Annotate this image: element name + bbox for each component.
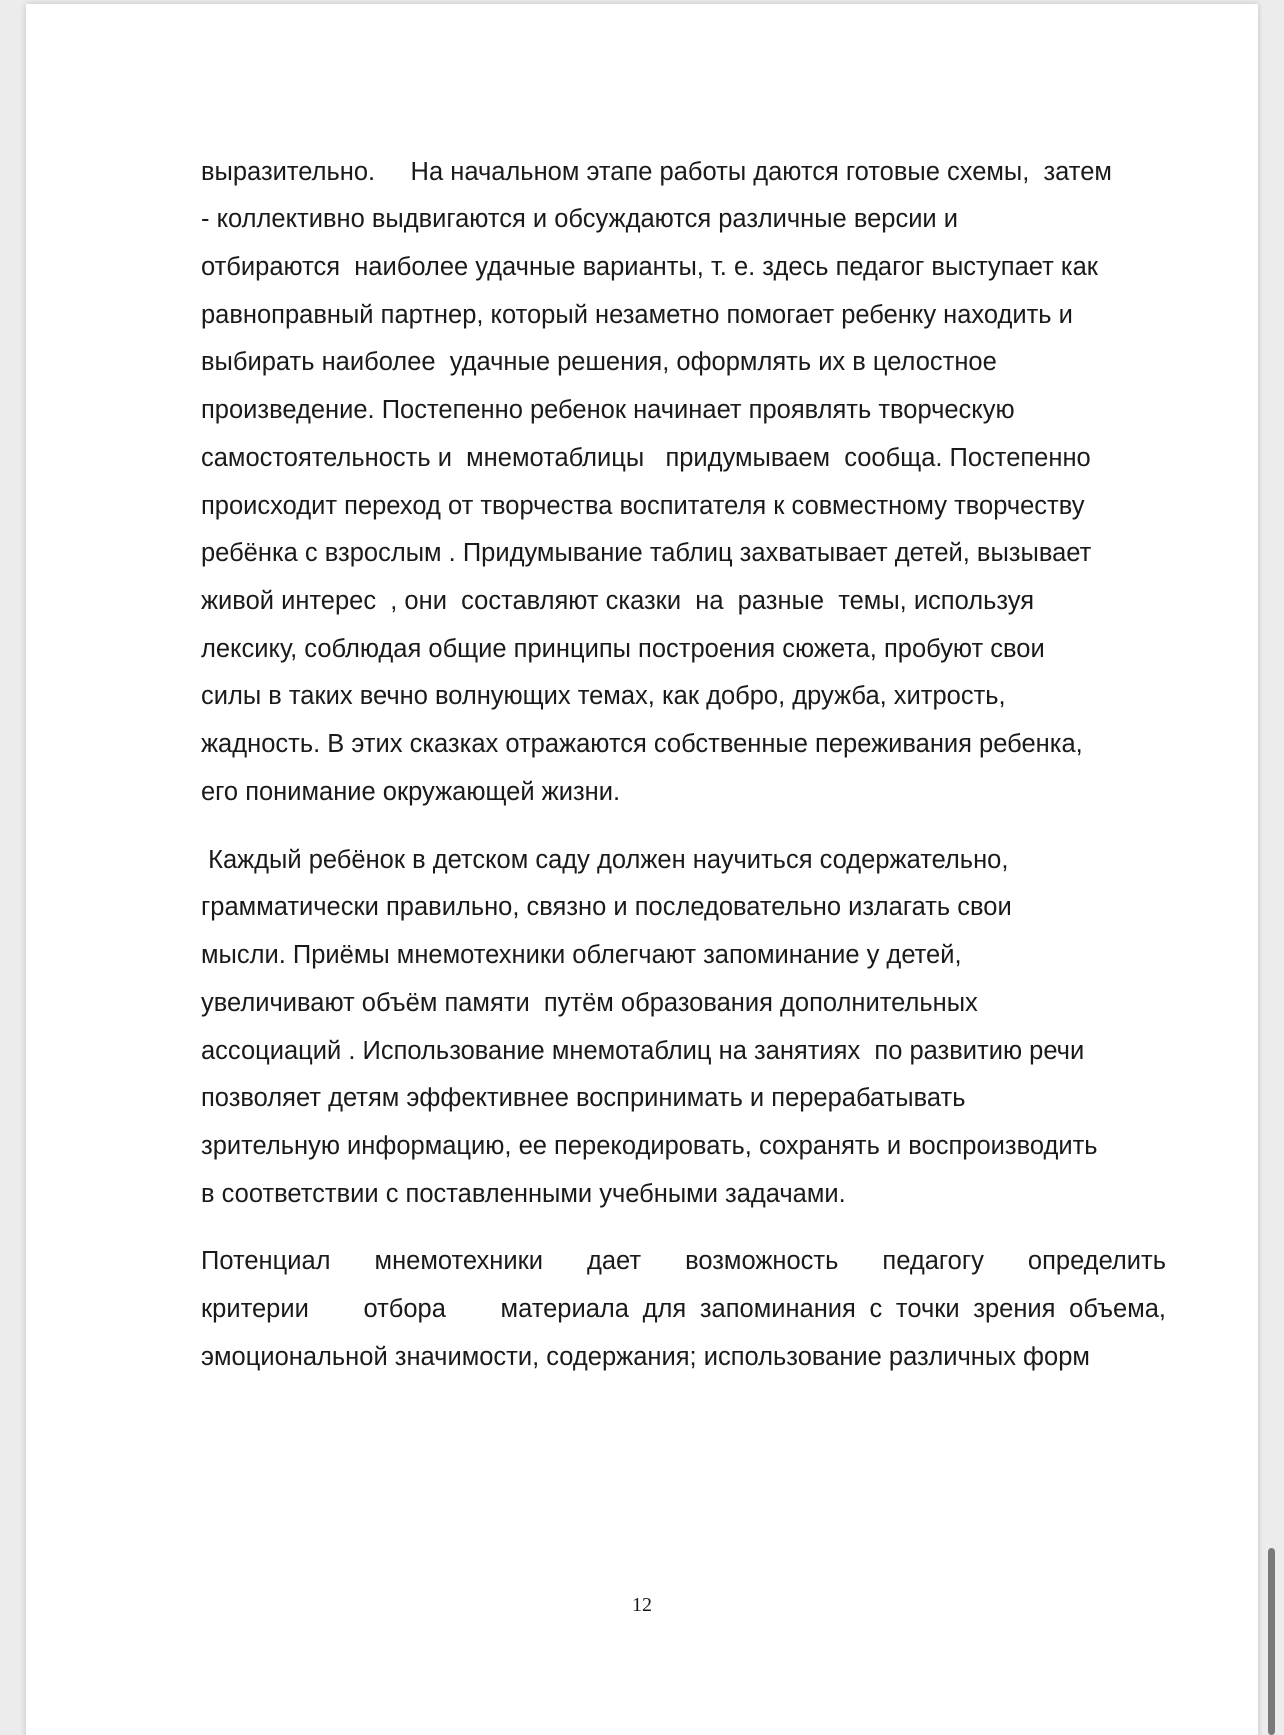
text-line: его понимание окружающей жизни. xyxy=(201,778,621,806)
page-number: 12 xyxy=(632,1594,652,1616)
text-line: позволяет детям эффективнее воспринимать и перерабатывать xyxy=(201,1084,966,1112)
scrollbar-thumb[interactable] xyxy=(1268,1548,1275,1735)
vertical-scrollbar[interactable] xyxy=(1262,0,1284,1735)
text-line: увеличивают объём памяти путём образования дополнительных xyxy=(201,989,978,1017)
text-line: в соответствии с поставленными учебными задачами. xyxy=(201,1180,846,1208)
text-line: критерии отбора материала для запоминания с точки зрения объема, xyxy=(201,1295,1166,1323)
text-line: отбираются наиболее удачные варианты, т. е. здесь педагог выступает как xyxy=(201,253,1098,281)
text-line: эмоциональной значимости, содержания; использование различных форм xyxy=(201,1343,1090,1371)
text-line: выразительно. На начальном этапе работы даются готовые схемы, затем xyxy=(201,158,1112,186)
text-line: произведение. Постепенно ребенок начинает проявлять творческую xyxy=(201,396,1015,424)
text-line: жадность. В этих сказках отражаются собственные переживания ребенка, xyxy=(201,730,1083,758)
text-line: мысли. Приёмы мнемотехники облегчают запоминание у детей, xyxy=(201,941,962,969)
text-line: Потенциал мнемотехники дает возможность педагогу определить xyxy=(201,1247,1166,1275)
text-line: ребёнка с взрослым . Придумывание таблиц захватывает детей, вызывает xyxy=(201,539,1092,567)
text-line: живой интерес , они составляют сказки на разные темы, используя xyxy=(201,587,1035,615)
text-line: зрительную информацию, ее перекодировать, сохранять и воспроизводить xyxy=(201,1132,1098,1160)
text-line: Каждый ребёнок в детском саду должен научиться содержательно, xyxy=(201,846,1009,874)
page-text xyxy=(26,4,1258,1735)
text-line: силы в таких вечно волнующих темах, как добро, дружба, хитрость, xyxy=(201,682,1006,710)
text-line: равноправный партнер, который незаметно помогает ребенку находить и xyxy=(201,301,1073,329)
text-line: происходит переход от творчества воспитателя к совместному творчеству xyxy=(201,492,1085,520)
text-line: лексику, соблюдая общие принципы построения сюжета, пробуют свои xyxy=(201,635,1045,663)
text-line: выбирать наиболее удачные решения, оформлять их в целостное xyxy=(201,348,997,376)
text-line: ассоциаций . Использование мнемотаблиц на занятиях по развитию речи xyxy=(201,1037,1085,1065)
text-line: самостоятельность и мнемотаблицы придумываем сообща. Постепенно xyxy=(201,444,1091,472)
document-page xyxy=(26,4,1258,1735)
text-line: - коллективно выдвигаются и обсуждаются различные версии и xyxy=(201,205,959,233)
text-line: грамматически правильно, связно и последовательно излагать свои xyxy=(201,893,1012,921)
